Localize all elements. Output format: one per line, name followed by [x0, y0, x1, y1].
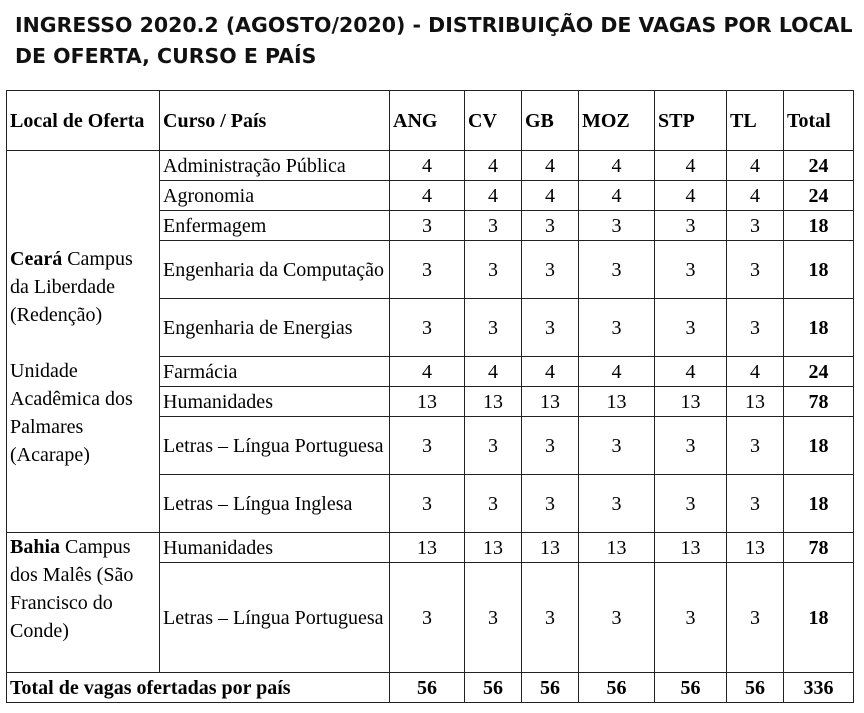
row-total: 78	[784, 533, 854, 563]
value-cell: 13	[390, 533, 465, 563]
course-name: Enfermagem	[160, 211, 390, 241]
total-country-cv: 56	[465, 673, 522, 703]
value-cell: 3	[465, 299, 522, 357]
value-cell: 3	[727, 417, 784, 475]
row-total: 18	[784, 241, 854, 299]
value-cell: 4	[727, 181, 784, 211]
value-cell: 13	[522, 387, 579, 417]
value-cell: 3	[390, 211, 465, 241]
vacancy-distribution-table	[6, 90, 854, 703]
value-cell: 3	[522, 563, 579, 673]
table-row	[7, 151, 854, 181]
value-cell: 13	[727, 387, 784, 417]
header-course: Curso / País	[160, 91, 390, 151]
value-cell: 3	[655, 299, 727, 357]
value-cell: 3	[465, 241, 522, 299]
total-country-stp: 56	[655, 673, 727, 703]
value-cell: 4	[727, 357, 784, 387]
row-total: 24	[784, 181, 854, 211]
value-cell: 13	[579, 387, 655, 417]
header-country-gb: GB	[522, 91, 579, 151]
value-cell: 4	[727, 151, 784, 181]
course-name: Letras – Língua Portuguesa	[160, 417, 390, 475]
value-cell: 13	[579, 533, 655, 563]
location-bahia-campus: Campus dos Malês (São Francisco do Conde)	[10, 536, 134, 642]
location-bahia-state: Bahia	[10, 536, 61, 558]
value-cell: 3	[727, 563, 784, 673]
header-country-cv: CV	[465, 91, 522, 151]
value-cell: 3	[465, 211, 522, 241]
value-cell: 4	[579, 181, 655, 211]
value-cell: 3	[522, 211, 579, 241]
value-cell: 3	[390, 241, 465, 299]
location-ceara-cell	[7, 151, 160, 533]
total-country-ang: 56	[390, 673, 465, 703]
value-cell: 13	[727, 533, 784, 563]
header-country-tl: TL	[727, 91, 784, 151]
page-title: INGRESSO 2020.2 (AGOSTO/2020) - DISTRIBUIÇÃO DE VAGAS POR LOCAL DE OFERTA, CURSO E PAÍS	[15, 13, 853, 68]
value-cell: 13	[465, 387, 522, 417]
value-cell: 3	[579, 211, 655, 241]
value-cell: 4	[465, 151, 522, 181]
value-cell: 3	[579, 563, 655, 673]
value-cell: 3	[655, 475, 727, 533]
value-cell: 3	[522, 299, 579, 357]
value-cell: 13	[655, 387, 727, 417]
location-ceara-campus: Campus da Liberdade (Redenção)	[10, 248, 133, 326]
value-cell: 3	[727, 241, 784, 299]
value-cell: 4	[465, 181, 522, 211]
value-cell: 4	[522, 357, 579, 387]
course-name: Humanidades	[160, 533, 390, 563]
row-total: 18	[784, 417, 854, 475]
course-name: Humanidades	[160, 387, 390, 417]
header-total: Total	[784, 91, 854, 151]
grand-total: 336	[784, 673, 854, 703]
value-cell: 3	[390, 417, 465, 475]
row-total: 18	[784, 475, 854, 533]
row-total: 18	[784, 211, 854, 241]
value-cell: 3	[727, 299, 784, 357]
value-cell: 4	[465, 357, 522, 387]
value-cell: 3	[390, 563, 465, 673]
table-row	[7, 533, 854, 563]
value-cell: 4	[579, 357, 655, 387]
value-cell: 3	[655, 241, 727, 299]
row-total: 78	[784, 387, 854, 417]
value-cell: 13	[522, 533, 579, 563]
row-total: 18	[784, 299, 854, 357]
location-ceara-state: Ceará	[10, 248, 63, 270]
value-cell: 3	[522, 417, 579, 475]
totals-label: Total de vagas ofertadas por país	[7, 673, 390, 703]
header-row	[7, 91, 854, 151]
value-cell: 4	[522, 151, 579, 181]
value-cell: 4	[390, 181, 465, 211]
course-name: Farmácia	[160, 357, 390, 387]
value-cell: 13	[465, 533, 522, 563]
total-country-gb: 56	[522, 673, 579, 703]
location-ceara-unit: Unidade Acadêmica dos Palmares (Acarape)	[10, 360, 133, 466]
value-cell: 3	[579, 475, 655, 533]
row-total: 18	[784, 563, 854, 673]
value-cell: 3	[465, 563, 522, 673]
value-cell: 13	[655, 533, 727, 563]
course-name: Agronomia	[160, 181, 390, 211]
value-cell: 3	[465, 417, 522, 475]
row-total: 24	[784, 357, 854, 387]
value-cell: 3	[522, 241, 579, 299]
value-cell: 4	[655, 151, 727, 181]
header-country-ang: ANG	[390, 91, 465, 151]
row-total: 24	[784, 151, 854, 181]
value-cell: 4	[655, 181, 727, 211]
value-cell: 4	[522, 181, 579, 211]
header-country-stp: STP	[655, 91, 727, 151]
course-name: Administração Pública	[160, 151, 390, 181]
value-cell: 4	[390, 151, 465, 181]
value-cell: 4	[655, 357, 727, 387]
value-cell: 13	[390, 387, 465, 417]
value-cell: 3	[727, 475, 784, 533]
value-cell: 3	[390, 475, 465, 533]
course-name: Letras – Língua Portuguesa	[160, 563, 390, 673]
course-name: Engenharia da Computação	[160, 241, 390, 299]
total-country-moz: 56	[579, 673, 655, 703]
value-cell: 3	[727, 211, 784, 241]
total-country-tl: 56	[727, 673, 784, 703]
value-cell: 4	[579, 151, 655, 181]
value-cell: 3	[655, 417, 727, 475]
course-name: Engenharia de Energias	[160, 299, 390, 357]
value-cell: 3	[522, 475, 579, 533]
totals-row	[7, 673, 854, 703]
course-name: Letras – Língua Inglesa	[160, 475, 390, 533]
value-cell: 3	[465, 475, 522, 533]
value-cell: 3	[579, 417, 655, 475]
value-cell: 3	[655, 563, 727, 673]
header-location: Local de Oferta	[7, 91, 160, 151]
value-cell: 4	[390, 357, 465, 387]
location-bahia-cell	[7, 533, 160, 673]
value-cell: 3	[390, 299, 465, 357]
value-cell: 3	[579, 241, 655, 299]
value-cell: 3	[579, 299, 655, 357]
value-cell: 3	[655, 211, 727, 241]
header-country-moz: MOZ	[579, 91, 655, 151]
